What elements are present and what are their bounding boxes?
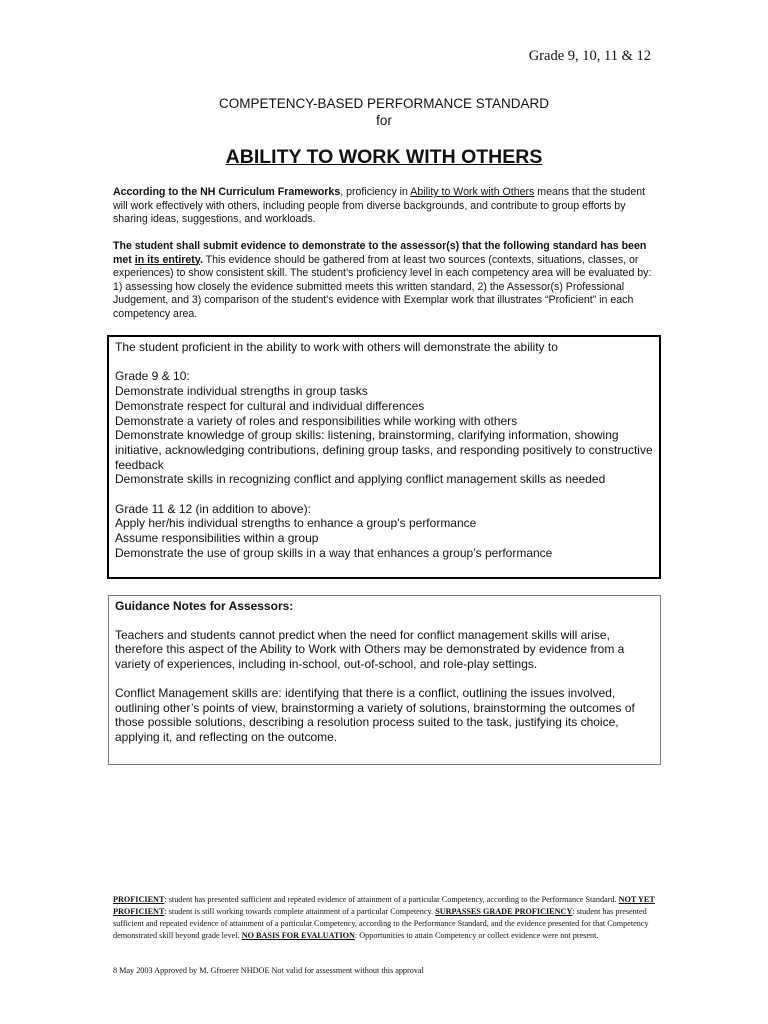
standard-intro: The student proficient in the ability to work with others will demonstrate the ability to [115, 340, 558, 354]
guidance-paragraph: Conflict Management skills are: identifying that there is a conflict, outlining the issues involved, outlining other’s points of view, brainstorming a variety of solutions, brainstorming the outcomes of those possible solutions, describing a resolution process suited to the task, justifying its choice, applying it, and reflecting on the outcome. [115, 685, 635, 744]
guidance-title: Guidance Notes for Assessors: [115, 599, 294, 613]
grade-range: Grade 9, 10, 11 & 12 [528, 48, 651, 64]
competency-name: Ability to Work with Others [410, 186, 535, 198]
grade-9-10-item: Demonstrate a variety of roles and responsibilities while working with others [115, 413, 518, 428]
standard-box [107, 335, 661, 579]
no-basis-term: NO BASIS FOR EVALUATION [241, 931, 355, 940]
grade-11-12-label: Grade 11 & 12 (in addition to above): [115, 501, 311, 516]
approval-note: 8 May 2003 Approved by M. Gfroerer NHDOE Not valid for assessment without this approval [113, 966, 424, 975]
grade-11-12-item: Apply her/his individual strengths to enhance a group’s performance [115, 516, 477, 531]
proficient-term: PROFICIENT [113, 895, 165, 904]
framework-source: According to the NH Curriculum Frameworks [113, 186, 341, 198]
surpasses-definition: : student has presented sufficient and repeated evidence of attainment of a particular Competency, according to the Performance Standard, and the evidence presented for that Competency demonstrated skill beyond grade level. [113, 907, 649, 940]
framework-text-b: means that the student will work effectively with others, including people from diverse backgrounds, and contribute to group efforts by sharing ideas, suggestions, and workloads. [113, 186, 646, 225]
for-label: for [376, 113, 392, 128]
framework-text-a: , proficiency in [340, 186, 411, 198]
definitions-footer [113, 894, 663, 942]
entirety-emphasis: in its entirety [134, 253, 200, 266]
grade-11-12-item: Assume responsibilities within a group [115, 531, 319, 546]
guidance-paragraph: Teachers and students cannot predict when the need for conflict management skills will arise, therefore this aspect of the Ability to Work with Others may be demonstrated by evidence from a variety of experiences, including in-school, out-of-school, and role-play settings. [115, 627, 625, 672]
standard-type-heading: COMPETENCY-BASED PERFORMANCE STANDARD [218, 96, 550, 111]
grade-9-10-label: Grade 9 & 10: [115, 369, 190, 384]
grade-11-12-item: Demonstrate the use of group skills in a way that enhances a group’s performance [115, 545, 553, 560]
document-header [0, 95, 768, 129]
page-title: ABILITY TO WORK WITH OTHERS [225, 146, 543, 168]
framework-paragraph [113, 186, 658, 227]
no-basis-definition: : Opportunities to attain Competency or collect evidence were not present. [354, 931, 599, 940]
grade-9-10-item: Demonstrate knowledge of group skills: listening, brainstorming, clarifying information, showing initiative, acknowledging contributions, defining group tasks, and responding positively to constructive feedback [115, 428, 653, 472]
grade-9-10-item: Demonstrate individual strengths in group tasks [115, 384, 368, 399]
not-yet-proficient-term: NOT YET PROFICIENT [113, 895, 655, 916]
evidence-paragraph [113, 240, 658, 321]
proficient-definition: : student has presented sufficient and repeated evidence of attainment of a particular Competency, according to the Performance Standard. [164, 895, 619, 904]
guidance-box [108, 595, 661, 765]
surpasses-term: SURPASSES GRADE PROFICIENCY [435, 907, 573, 916]
grade-9-10-item: Demonstrate respect for cultural and individual differences [115, 398, 425, 413]
evidence-details: This evidence should be gathered from at least two sources (contexts, situations, classes, or experiences) to show consistent skill. The student’s proficiency level in each competency area will be evaluated by: 1) assessing how closely the evidence submitted meets this written standard, 2) the Assessor(s) Professional Judgement, and 3) comparison of the student’s evidence with Exemplar work that illustrates “Proficient” in each competency area. [113, 253, 652, 320]
not-yet-proficient-definition: : student is still working towards complete attainment of a particular Competency. [164, 907, 436, 916]
evidence-requirement-text: The student shall submit evidence to demonstrate to the assessor(s) that the following standard has been met [113, 240, 647, 266]
evidence-requirement-end: . [199, 253, 203, 266]
grade-9-10-item: Demonstrate skills in recognizing conflict and applying conflict management skills as needed [115, 472, 606, 487]
